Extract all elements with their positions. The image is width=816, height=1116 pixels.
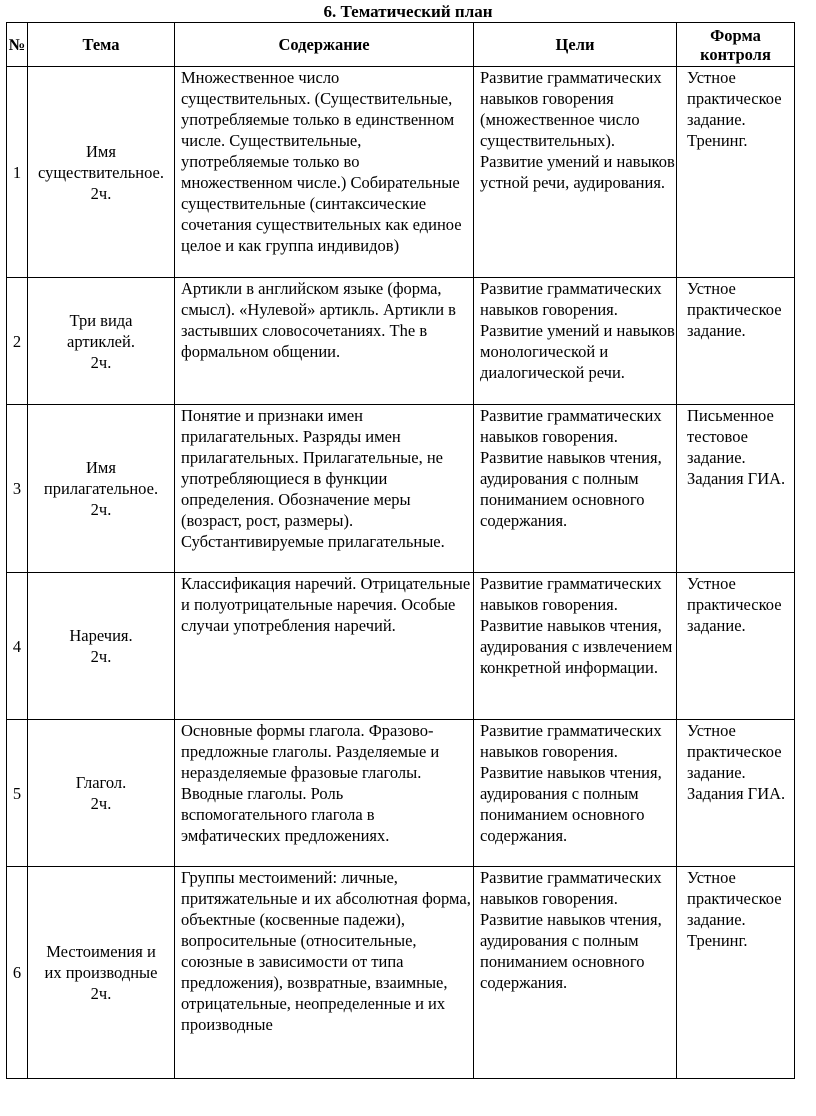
row-goals: Развитие грамматических навыков говорения (множественное число существительных). Развитие умений и навыков устной речи, аудирования. <box>474 67 677 278</box>
row-number: 2 <box>7 278 28 405</box>
row-goals: Развитие грамматических навыков говорения. Развитие навыков чтения, аудирования с полным пониманием основного содержания. <box>474 405 677 573</box>
row-control: Устное практическое задание. <box>677 573 795 720</box>
topic-line: прилагательное. <box>43 479 159 498</box>
table-row <box>7 867 795 1079</box>
row-control: Устное практическое задание. Тренинг. <box>677 67 795 278</box>
row-goals: Развитие грамматических навыков говорения. Развитие навыков чтения, аудирования с полным пониманием основного содержания. <box>474 867 677 1079</box>
topic-line: Местоимения и <box>46 942 156 961</box>
row-number: 6 <box>7 867 28 1079</box>
topic-line: их производные <box>44 963 158 982</box>
topic-line: Наречия. <box>69 626 133 645</box>
document-title: 6. Тематический план <box>323 2 493 21</box>
row-topic <box>28 278 175 405</box>
row-content: Артикли в английском языке (форма, смысл). «Нулевой» артикль. Артикли в застывших словосочетаниях. The в формальном общении. <box>175 278 474 405</box>
header-topic: Тема <box>28 23 175 67</box>
row-topic <box>28 405 175 573</box>
table-row <box>7 67 795 278</box>
header-control-line2: контроля <box>700 44 771 64</box>
row-number: 1 <box>7 67 28 278</box>
topic-line: 2ч. <box>90 500 112 519</box>
row-goals: Развитие грамматических навыков говорения. Развитие навыков чтения, аудирования с извлечением конкретной информации. <box>474 573 677 720</box>
topic-line: 2ч. <box>90 352 112 372</box>
table-row <box>7 278 795 405</box>
thematic-plan-table <box>6 22 795 1079</box>
topic-line: Три вида <box>69 310 133 330</box>
row-number: 4 <box>7 573 28 720</box>
topic-line: 2ч. <box>90 183 112 203</box>
table-row <box>7 573 795 720</box>
table-row <box>7 720 795 867</box>
row-goals: Развитие грамматических навыков говорения. Развитие умений и навыков монологической и диалогической речи. <box>474 278 677 405</box>
header-content: Содержание <box>175 23 474 67</box>
row-content: Основные формы глагола. Фразово-предложные глаголы. Разделяемые и неразделяемые фразовые глаголы. Вводные глаголы. Роль вспомогательного глагола в эмфатических предложениях. <box>175 720 474 867</box>
row-content: Понятие и признаки имен прилагательных. Разряды имен прилагательных. Прилагательные, не употребляющиеся в функции определения. Обозначение меры (возраст, рост, размеры). Субстантивируемые прилагательные. <box>175 405 474 573</box>
row-topic <box>28 573 175 720</box>
row-number: 3 <box>7 405 28 573</box>
header-goals: Цели <box>474 23 677 67</box>
row-content: Группы местоимений: личные, притяжательные и их абсолютная форма, объектные (косвенные падежи), вопросительные (относительные, союзные в зависимости от типа предложения), возвратные, взаимные, отрицательные, неопределенные и их производные <box>175 867 474 1079</box>
topic-line: Глагол. <box>75 773 127 792</box>
header-num: № <box>7 23 28 67</box>
topic-line: Имя <box>86 141 116 161</box>
topic-line: 2ч. <box>90 647 112 666</box>
topic-line: Имя <box>86 458 116 477</box>
table-header-row <box>7 23 795 67</box>
row-topic <box>28 67 175 278</box>
row-number: 5 <box>7 720 28 867</box>
header-control <box>677 23 795 67</box>
row-topic <box>28 867 175 1079</box>
table-row <box>7 405 795 573</box>
row-goals: Развитие грамматических навыков говорения. Развитие навыков чтения, аудирования с полным пониманием основного содержания. <box>474 720 677 867</box>
row-control: Устное практическое задание. Задания ГИА. <box>677 720 795 867</box>
topic-line: артиклей. <box>67 331 135 351</box>
row-control: Устное практическое задание. Тренинг. <box>677 867 795 1079</box>
row-content: Множественное число существительных. (Существительные, употребляемые только в единственном числе. Существительные, употребляемые только во множественном числе.) Собирательные существительные (синтаксические сочетания существительных как единое целое и как группа индивидов) <box>175 67 474 278</box>
topic-line: 2ч. <box>90 794 112 813</box>
topic-line: 2ч. <box>90 984 112 1003</box>
row-control: Письменное тестовое задание. Задания ГИА. <box>677 405 795 573</box>
row-topic <box>28 720 175 867</box>
header-control-line1: Форма <box>710 25 761 45</box>
row-control: Устное практическое задание. <box>677 278 795 405</box>
topic-line: существительное. <box>38 162 164 182</box>
row-content: Классификация наречий. Отрицательные и полуотрицательные наречия. Особые случаи употребления наречий. <box>175 573 474 720</box>
